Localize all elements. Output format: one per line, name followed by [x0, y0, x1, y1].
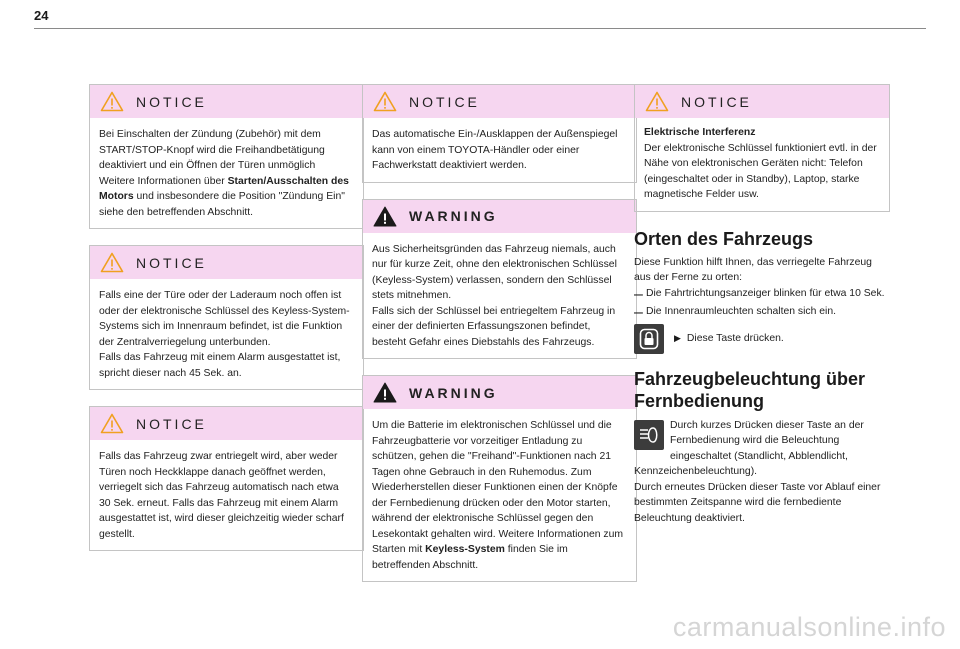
notice-body — [90, 118, 363, 228]
notice-title: NOTICE — [136, 93, 207, 110]
lock-icon — [634, 324, 664, 354]
page-number: 24 — [34, 8, 49, 23]
warning-bold-ref: Keyless-System — [425, 544, 505, 555]
notice-box-central-locking — [89, 245, 364, 390]
notice-box-ignition — [89, 84, 364, 229]
section-locate-vehicle — [634, 228, 890, 354]
warning-text: Aus Sicherheitsgründen das Fahrzeug niemals, auch nur für kurze Zeit, ohne den elektronischen Schlüssel (Keyless-System) verlassen, sondern den Schlüssel stets mitnehmen. — [372, 243, 617, 301]
warning-header — [363, 376, 636, 409]
notice-text: Falls eine der Türe oder der Laderaum noch offen ist oder der elektronische Schlüssel des Keyless-System-Systems sich im Innenraum befindet, ist die Funktion der Zentralverriegelung unterbunden. — [99, 290, 350, 348]
notice-body — [635, 118, 889, 211]
notice-header — [363, 85, 636, 118]
section-text: Durch kurzes Drücken dieser Taste an der Fernbedienung wird die Beleuchtung eingeschaltet (Standlicht, Abblendlicht, Kennzeichenbeleuchtung). — [634, 419, 864, 477]
instruction-row — [634, 324, 890, 354]
notice-title: NOTICE — [136, 254, 207, 271]
notice-body — [363, 118, 636, 182]
notice-box-auto-relock — [89, 406, 364, 551]
notice-text: Bei Einschalten der Zündung (Zubehör) mit dem START/STOP-Knopf wird die Freihandbetätigung deaktiviert und ein Öffnen der Türen unmöglich Weitere Informationen über — [99, 129, 325, 187]
arrow-right-icon: ▶ — [674, 333, 681, 343]
warning-outline-icon — [373, 91, 397, 113]
notice-body — [90, 279, 363, 389]
notice-box-mirrors — [362, 84, 637, 183]
warning-outline-icon — [100, 252, 124, 274]
list-item: – Die Fahrtrichtungsanzeiger blinken für etwa 10 Sek. — [634, 285, 885, 303]
warning-title: WARNING — [409, 208, 498, 224]
list-item-text: Die Fahrtrichtungsanzeiger blinken für etwa 10 Sek. — [646, 287, 885, 299]
notice-title: NOTICE — [409, 93, 480, 110]
notice-header — [90, 246, 363, 279]
list-item-text: Die Innenraumleuchten schalten sich ein. — [646, 305, 837, 317]
notice-header — [90, 85, 363, 118]
warning-body — [363, 233, 636, 359]
notice-text: und insbesondere die Position "Zündung Ein" siehe den betreffenden Abschnitt. — [99, 191, 345, 218]
section-intro: Diese Funktion hilft Ihnen, das verriegelte Fahrzeug aus der Ferne zu orten: — [634, 256, 872, 283]
warning-outline-icon — [100, 91, 124, 113]
column-3 — [634, 84, 890, 526]
warning-text: finden Sie im betreffenden Abschnitt. — [372, 544, 568, 571]
notice-text: Das automatische Ein-/Ausklappen der Außenspiegel kann von einem TOYOTA-Händler oder einer Fachwerkstatt deaktiviert werden. — [372, 129, 618, 171]
warning-filled-icon — [373, 205, 397, 227]
column-2 — [362, 84, 637, 598]
warning-title: WARNING — [409, 384, 498, 401]
section-title: Fahrzeugbeleuchtung über Fernbedienung — [634, 368, 866, 411]
section-text: Durch erneutes Drücken dieser Taste vor Ablauf einer bestimmten Zeitspanne wird die fernbediente Beleuchtung deaktiviert. — [634, 481, 881, 524]
headlight-icon — [634, 420, 664, 450]
watermark: carmanualsonline.info — [672, 612, 946, 642]
notice-box-interference — [634, 84, 890, 212]
column-1 — [89, 84, 364, 567]
warning-text: Falls sich der Schlüssel bei entriegeltem Fahrzeug in einer der definierten Erfassungszonen befindet, besteht Gefahr eines Diebstahls des Fahrzeugs. — [372, 305, 616, 348]
notice-text: Der elektronische Schlüssel funktioniert evtl. in der Nähe von elektronischen Geräten nicht: Telefon (eingeschaltet oder in Standby), Laptop, starke magnetische Felder usw. — [644, 142, 877, 200]
warning-text: Um die Batterie im elektronischen Schlüssel und die Fahrzeugbatterie vor vorzeitiger Entladung zu schützen, gehen die "Freihand"-Funktionen nach 21 Tagen ohne Gebrauch in den Ruhemodus. Zum Wiederherstellen dieser Funktionen einen der Knöpfe der Fernbedienung drücken oder den Motor starten, während der elektronische Schlüssel gegen den Lesekontakt gehalten wird. Weitere Informationen zum Starten mit — [372, 420, 624, 555]
warning-outline-icon — [100, 413, 124, 435]
notice-bold-ref: Starten/Ausschalten des Motors — [99, 175, 349, 202]
header-divider — [34, 28, 926, 29]
warning-filled-icon — [373, 382, 397, 404]
section-remote-lighting — [634, 368, 890, 527]
notice-title: NOTICE — [681, 93, 752, 110]
warning-box-battery — [362, 375, 637, 582]
warning-header — [363, 200, 636, 233]
section-title: Orten des Fahrzeugs — [634, 228, 814, 249]
notice-text: Falls das Fahrzeug zwar entriegelt wird, aber weder Türen noch Heckklappe danach geöffnet werden, verriegelt sich das Fahrzeug automatisch nach etwa 30 Sek. erneut. Falls das Fahrzeug mit einem Alarm ausgestattet ist, wird dieser gleichzeitig wieder scharf gestellt. — [99, 451, 344, 540]
notice-header — [635, 85, 889, 118]
notice-text: Falls das Fahrzeug mit einem Alarm ausgestattet ist, spricht dieser nach 45 Sek. an. — [99, 352, 341, 379]
warning-outline-icon — [645, 91, 669, 113]
warning-body — [363, 409, 636, 581]
notice-title: NOTICE — [136, 415, 207, 432]
notice-body — [90, 440, 363, 550]
list-item: – Die Innenraumleuchten schalten sich ein. — [634, 303, 837, 321]
warning-box-key — [362, 199, 637, 360]
notice-header — [90, 407, 363, 440]
notice-heading: Elektrische Interferenz — [644, 127, 756, 138]
instruction-text: Diese Taste drücken. — [686, 332, 784, 344]
